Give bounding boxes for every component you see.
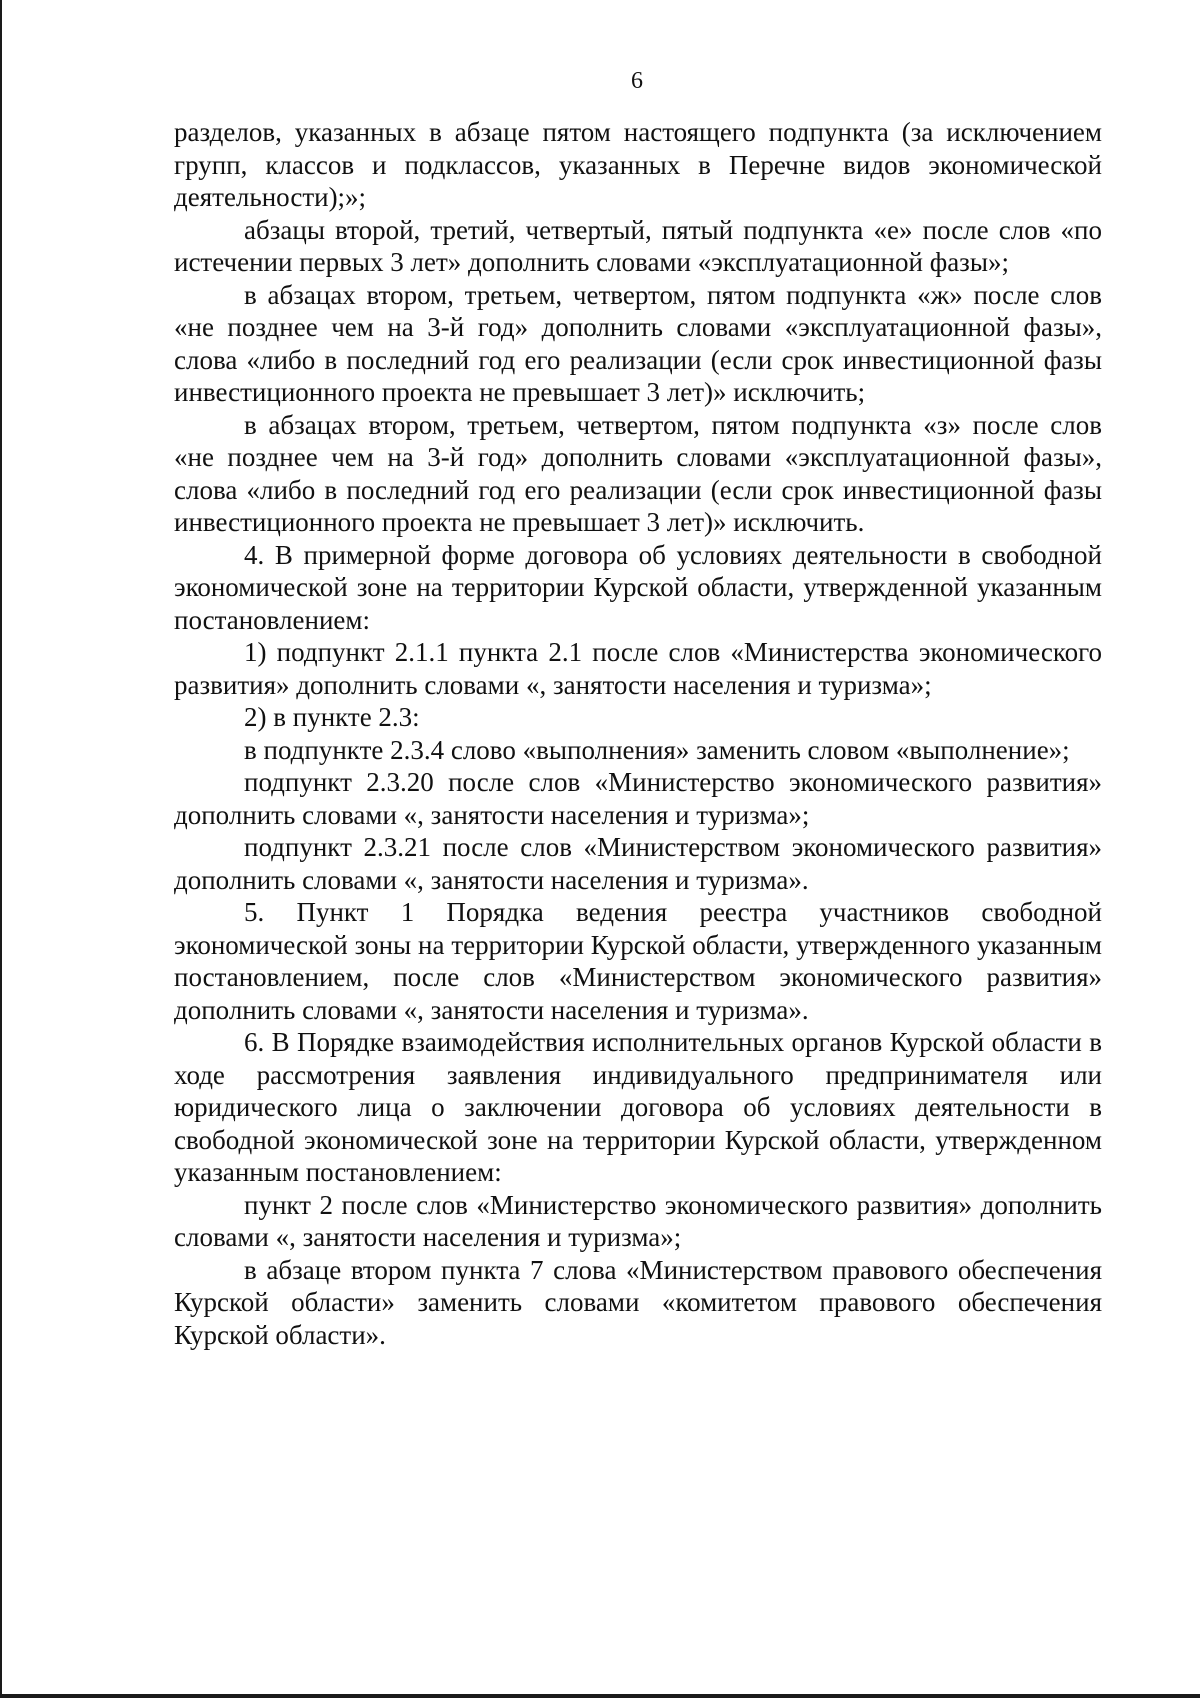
paragraph: в подпункте 2.3.4 слово «выполнения» заменить словом «выполнение»; bbox=[244, 734, 1070, 765]
paragraph: в абзацах втором, третьем, четвертом, пятом подпункта «ж» после слов «не позднее чем на 3-й год» дополнить словами «эксплуатационной фазы», слова «либо в последний год его реализации (если срок инвестиционной фазы инвестиционного проекта не превышает 3 лет)» исключить; bbox=[174, 279, 1102, 407]
paragraph: 1) подпункт 2.1.1 пункта 2.1 после слов «Министерства экономического развития» дополнить словами «, занятости населения и туризма»; bbox=[174, 637, 1102, 700]
scan-edge-bottom bbox=[0, 1694, 1200, 1698]
paragraph: подпункт 2.3.21 после слов «Министерством экономического развития» дополнить словами «, занятости населения и туризма». bbox=[174, 832, 1102, 895]
paragraph: абзацы второй, третий, четвертый, пятый подпункта «е» после слов «по истечении первых 3 лет» дополнить словами «эксплуатационной фазы»; bbox=[174, 214, 1102, 277]
paragraph: подпункт 2.3.20 после слов «Министерство экономического развития» дополнить словами «, занятости населения и туризма»; bbox=[174, 767, 1102, 830]
paragraph: в абзаце втором пункта 7 слова «Министерством правового обеспечения Курской области» заменить словами «комитетом правового обеспечения Курской области». bbox=[174, 1254, 1102, 1350]
paragraph-item-4: 4. В примерной форме договора об условиях деятельности в свободной экономической зоне на территории Курской области, утвержденной указанным постановлением: bbox=[174, 539, 1102, 635]
scan-edge-left bbox=[0, 0, 2, 1698]
paragraph-continuation: разделов, указанных в абзаце пятом настоящего подпункта (за исключением групп, классов и подклассов, указанных в Перечне видов экономической деятельности);»; bbox=[174, 117, 1102, 212]
paragraph: пункт 2 после слов «Министерство экономического развития» дополнить словами «, занятости населения и туризма»; bbox=[174, 1189, 1102, 1252]
paragraph: 2) в пункте 2.3: bbox=[244, 702, 420, 732]
paragraph-item-5: 5. Пункт 1 Порядка ведения реестра участников свободной экономической зоны на территории Курской области, утвержденного указанным постановлением, после слов «Министерством экономического развития» дополнить словами «, занятости населения и туризма». bbox=[174, 897, 1102, 1025]
paragraph-item-6: 6. В Порядке взаимодействия исполнительных органов Курской области в ходе рассмотрения заявления индивидуального предпринимателя или юридического лица о заключении договора об условиях деятельности в свободной экономической зоне на территории Курской области, утвержденном указанным постановлением: bbox=[174, 1027, 1102, 1187]
page-number: 6 bbox=[631, 68, 643, 94]
document-body bbox=[174, 116, 1102, 1351]
paragraph: в абзацах втором, третьем, четвертом, пятом подпункта «з» после слов «не позднее чем на 3-й год» дополнить словами «эксплуатационной фазы», слова «либо в последний год его реализации (если срок инвестиционной фазы инвестиционного проекта не превышает 3 лет)» исключить. bbox=[174, 409, 1102, 537]
